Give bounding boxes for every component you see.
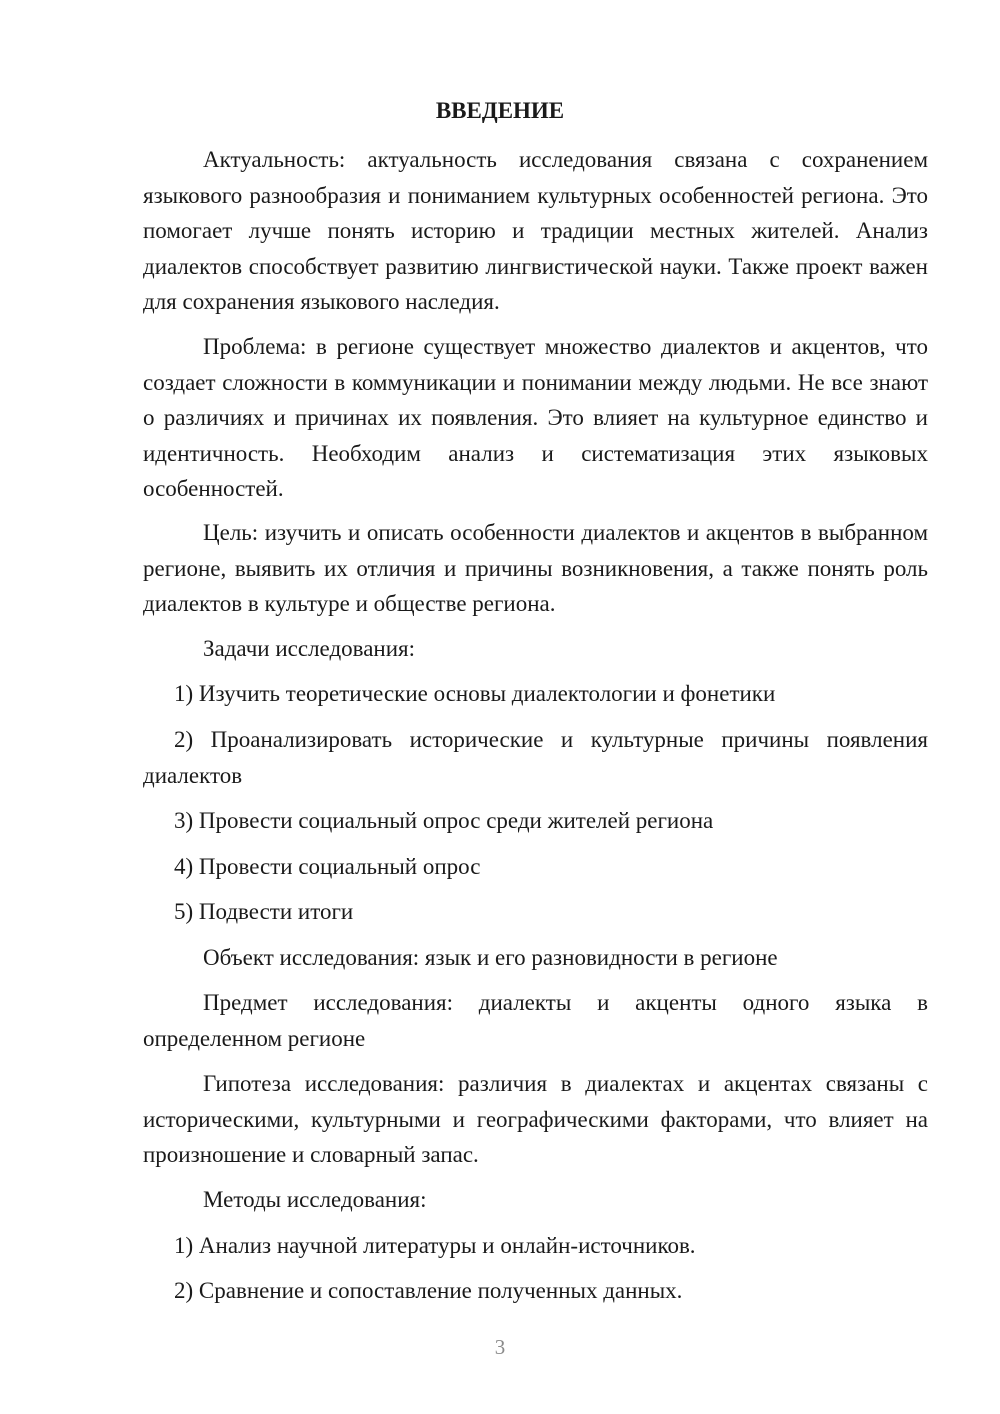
page-number: 3: [494, 1335, 506, 1359]
task-item-2: 2) Проанализировать исторические и культурные причины появления диалектов: [143, 727, 928, 788]
hypothesis-paragraph: Гипотеза исследования: различия в диалектах и акцентах связаны с историческими, культурными и географическими факторами, что влияет на произношение и словарный запас.: [143, 1071, 928, 1167]
task-item-5: 5) Подвести итоги: [174, 899, 354, 924]
method-item-2: 2) Сравнение и сопоставление полученных данных.: [174, 1278, 683, 1303]
methods-heading: Методы исследования:: [203, 1187, 427, 1212]
relevance-paragraph: Актуальность: актуальность исследования связана с сохранением языкового разнообразия и пониманием культурных особенностей региона. Это помогает лучше понять историю и традиции местных жителей. Анализ диалектов способствует развитию лингвистической науки. Также проект важен для сохранения языкового наследия.: [143, 147, 928, 314]
problem-paragraph: Проблема: в регионе существует множество диалектов и акцентов, что создает сложности в коммуникации и понимании между людьми. Не все знают о различиях и причинах их появления. Это влияет на культурное единство и идентичность. Необходим анализ и систематизация этих языковых особенностей.: [143, 334, 928, 501]
task-item-1: 1) Изучить теоретические основы диалектологии и фонетики: [174, 681, 776, 706]
section-heading: ВВЕДЕНИЕ: [435, 98, 565, 123]
subject-paragraph: Предмет исследования: диалекты и акценты одного языка в определенном регионе: [143, 990, 928, 1051]
goal-paragraph: Цель: изучить и описать особенности диалектов и акцентов в выбранном регионе, выявить их отличия и причины возникновения, а также понять роль диалектов в культуре и обществе региона.: [143, 520, 928, 616]
task-item-4: 4) Провести социальный опрос: [174, 854, 481, 879]
task-item-3: 3) Провести социальный опрос среди жителей региона: [174, 808, 714, 833]
method-item-1: 1) Анализ научной литературы и онлайн-источников.: [174, 1233, 696, 1258]
object-paragraph: Объект исследования: язык и его разновидности в регионе: [203, 945, 778, 970]
tasks-heading: Задачи исследования:: [203, 636, 416, 661]
